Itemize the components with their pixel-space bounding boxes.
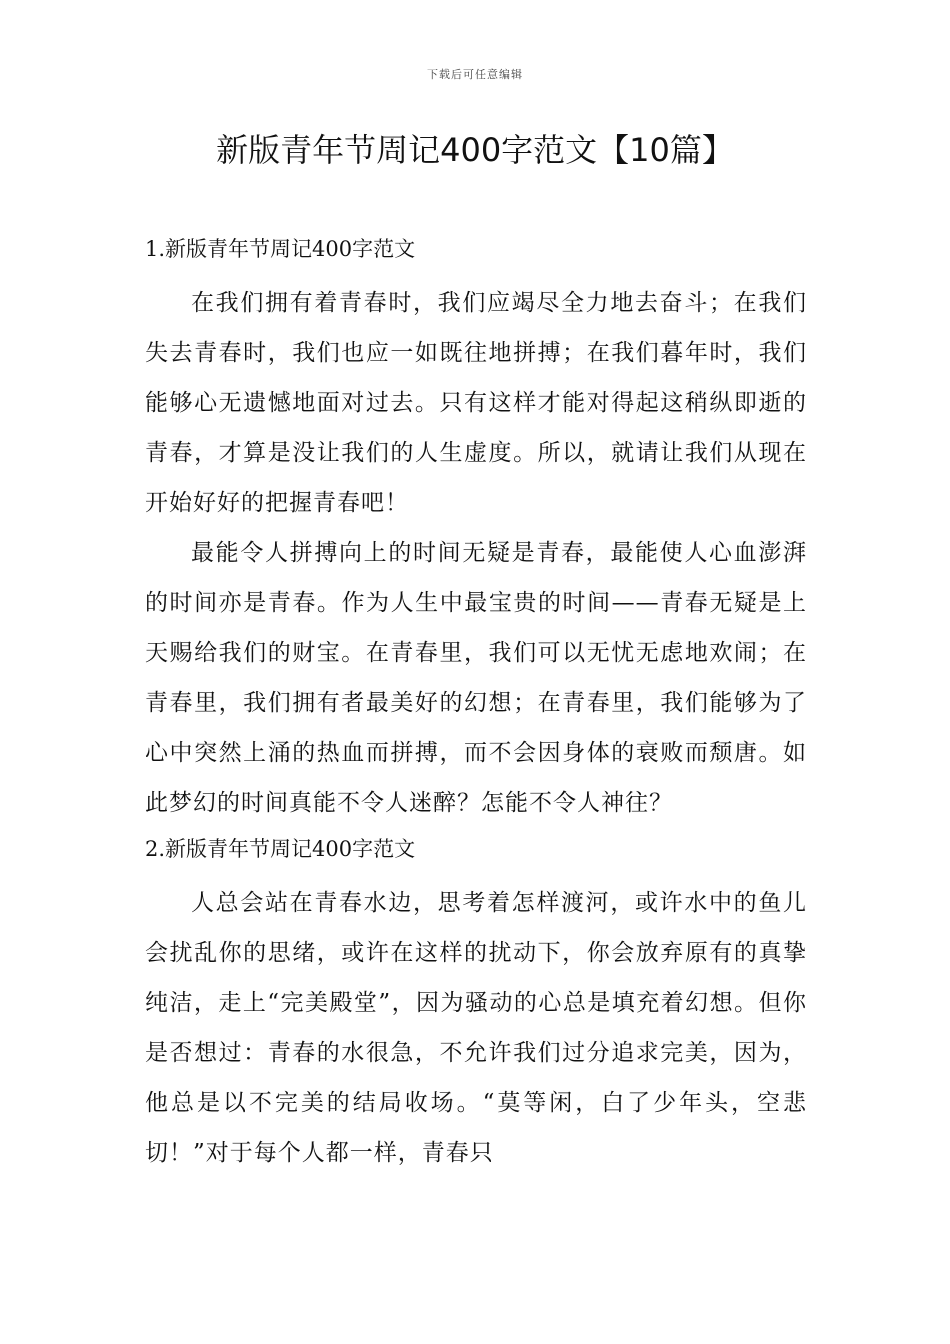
section-1 xyxy=(145,228,807,828)
page-title: 新版青年节周记400字范文【10篇】 xyxy=(216,131,734,169)
document-body xyxy=(145,228,807,1178)
paragraph: 最能令人拼搏向上的时间无疑是青春，最能使人心血澎湃的时间亦是青春。作为人生中最宝贵的时间——青春无疑是上天赐给我们的财宝。在青春里，我们可以无忧无虑地欢闹；在青春里，我们拥有者最美好的幻想；在青春里，我们能够为了心中突然上涌的热血而拼搏，而不会因身体的衰败而颓唐。如此梦幻的时间真能不令人迷醉？怎能不令人神往？ xyxy=(145,540,807,816)
header-note: 下载后可任意编辑 xyxy=(427,68,523,81)
paragraph: 人总会站在青春水边，思考着怎样渡河，或许水中的鱼儿会扰乱你的思绪，或许在这样的扰动下，你会放弃原有的真挚纯洁，走上“完美殿堂”，因为骚动的心总是填充着幻想。但你是否想过：青春的水很急，不允许我们过分追求完美，因为，他总是以不完美的结局收场。“莫等闲，白了少年头，空悲切！”对于每个人都一样，青春只 xyxy=(145,890,807,1166)
section-heading: 2.新版青年节周记400字范文 xyxy=(145,837,416,861)
paragraph: 在我们拥有着青春时，我们应竭尽全力地去奋斗；在我们失去青春时，我们也应一如既往地拼搏；在我们暮年时，我们能够心无遗憾地面对过去。只有这样才能对得起这稍纵即逝的青春，才算是没让我们的人生虚度。所以，就请让我们从现在开始好好的把握青春吧！ xyxy=(145,290,807,516)
section-2 xyxy=(145,828,807,1178)
section-heading: 1.新版青年节周记400字范文 xyxy=(145,237,416,261)
